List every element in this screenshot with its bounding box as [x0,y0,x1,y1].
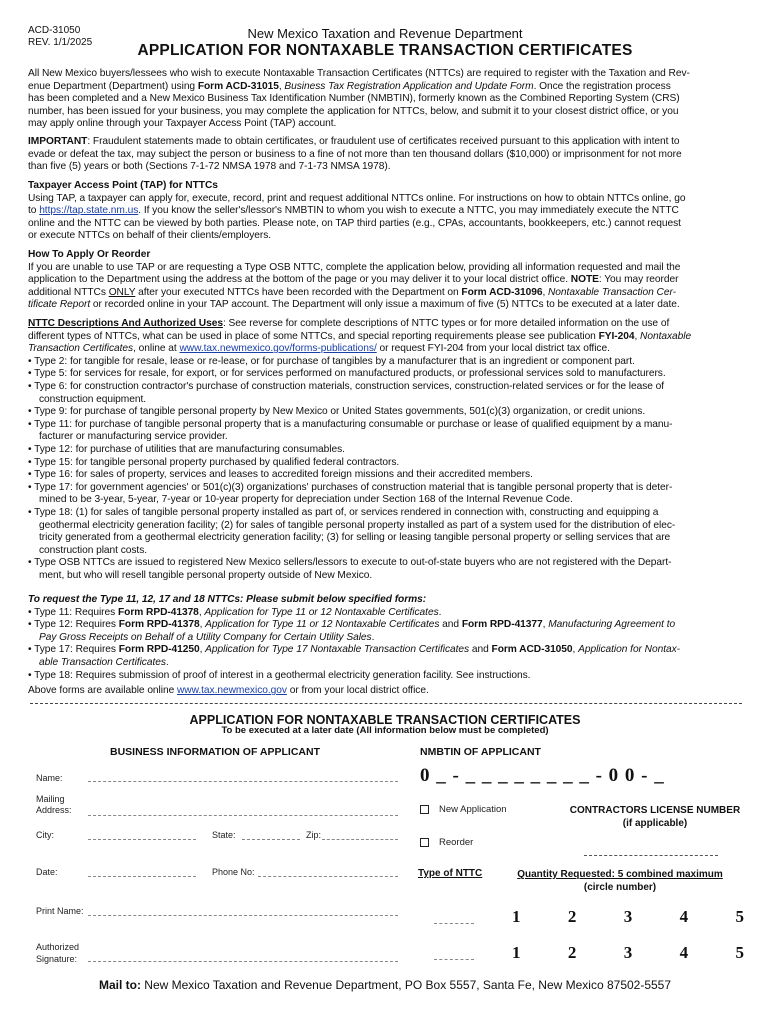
quantity-option[interactable]: 5 [735,907,744,926]
intro-line: has been completed and a New Mexico Business Tax Identification Number (NMBTIN), formerly known as the Combined Reporting System (CRS) [28,93,680,105]
quantity-option[interactable]: 2 [567,907,577,926]
tap-section: Taxpayer Access Point (TAP) for NTTCs Using TAP, a taxpayer can apply for, execute, record, print and request additional NTTCs online. For instructions on how to obtain NTTCs online, go to https://tap.state.nm.us. If you know the seller's/lessor's NMBTIN to whom you wish to execute a NTTC, you may immediately execute the NTTC online and the NTTC can be viewed by both parties. Please note, on TAP third parties (e.g., CPAs, accountants, bookkeepers, etc.) cannot request or execute NTTCs on behalf of their clients/employers. [28,180,744,243]
nttc-type-item-continued: facturer or manufacturing service provider. [39,431,228,443]
mail-to-address: New Mexico Taxation and Revenue Department, PO Box 5557, Santa Fe, New Mexico 87502-5557 [140,978,672,992]
nttc-type-item: • Type OSB NTTCs are issued to registered New Mexico sellers/lessors to execute to out-of-state buyers who are not registered with the Depart- [28,557,672,569]
important-label: IMPORTANT [28,136,88,147]
authorized-signature-label: Authorized Signature: [36,942,80,964]
contractor-license-heading: CONTRACTORS LICENSE NUMBER (if applicable) [569,805,741,829]
name-field[interactable] [88,781,398,782]
page-title: APPLICATION FOR NONTAXABLE TRANSACTION CERTIFICATES [137,42,633,59]
quantity-option[interactable]: 4 [679,943,689,962]
phone-field[interactable] [258,876,398,877]
nttc-type-item: • Type 12: for purchase of utilities that are manufacturing consumables. [28,443,345,455]
nttc-type-item-continued: construction plant costs. [39,544,148,556]
mailing-address-field[interactable] [88,815,398,816]
nmbtin-field[interactable]: 0 _ - _ _ _ _ _ _ _ _ - 0 0 - _ [420,765,665,786]
phone-label: Phone No: [212,867,255,877]
reorder-option[interactable] [420,837,473,848]
request-item: • Type 12: Requires Form RPD-41378, Application for Type 11 or 12 Nontaxable Certificates and Form RPD-41377, Manufacturing Agreement to [28,619,676,631]
quantity-option[interactable]: 3 [623,943,633,962]
request-section: To request the Type 11, 12, 17 and 18 NTTCs: Please submit below specified forms: • Type 11: Requires Form RPD-41378, Application for Type 11 or 12 Nontaxable Certificates. • Type 12: Requires Form RPD-41378, Application for Type 11 or 12 Nontaxable Certificates and Form RPD-41377, Manufacturing Agreement to Pay Gross Receipts on Behalf of a Utility Company for Certain Utility Sales. • Type 17: Requires Form RPD-41250, Application for Type 17 Nontaxable Transaction Certificates and Form ACD-31050, Application for Nontax- able Transaction Certificates. • Type 18: Requires submission of proof of interest in a geothermal electricity generation facility. See instructions. Above forms are available online www.tax.newmexico.gov or from your local district office. [28,594,744,698]
city-field[interactable] [88,839,196,840]
intro-line: All New Mexico buyers/lessees who wish to execute Nontaxable Transaction Certificates (NTTCs) are required to register with the Taxation and Rev- [28,68,690,79]
nttc-types-list [28,356,744,583]
new-application-label: New Application [439,804,507,815]
cut-line [30,703,742,704]
request-item: • Type 11: Requires Form RPD-41378, Application for Type 11 or 12 Nontaxable Certificates. [28,606,442,618]
nttc-type-item-continued: geothermal electricity generation facility; (2) for sales of tangible personal property installed as part of a system used for the distribution of elec- [39,519,676,531]
mailing-instructions [0,978,770,992]
request-heading: To request the Type 11, 12, 17 and 18 NTTCs: Please submit below specified forms: [28,594,427,605]
quantity-option[interactable]: 3 [623,907,633,926]
reorder-checkbox[interactable] [420,838,429,847]
nttc-type-item: • Type 17: for government agencies' or 501(c)(3) organizations' purchases of construction material that is tangible personal property that is deter- [28,481,673,493]
form-code: ACD-31050 [28,25,81,36]
request-item: • Type 18: Requires submission of proof of interest in a geothermal electricity generation facility. See instructions. [28,669,531,681]
business-info-heading: BUSINESS INFORMATION OF APPLICANT [110,746,320,758]
nttc-type-item-continued: ment, but who will resell tangible personal property outside of New Mexico. [39,569,373,581]
descriptions-heading: NTTC Descriptions And Authorized Uses [28,318,223,329]
quantity-option[interactable]: 1 [512,907,521,926]
reorder-label: Reorder [439,837,474,848]
nttc-type-item-continued: construction equipment. [39,393,147,405]
name-label: Name: [36,773,63,783]
quantity-option[interactable]: 5 [735,943,744,962]
nttc-type-item: • Type 18: (1) for sales of tangible personal property installed as part of, or services rendered in connection with, constructing and equipping a [28,506,659,518]
nttc-type-item: • Type 9: for purchase of tangible personal property by New Mexico or United States governments, 501(c)(3) organization, or credit unions. [28,406,646,418]
howto-heading: How To Apply Or Reorder [28,249,151,260]
forms-availability: Above forms are available online www.tax.newmexico.gov or from your local district office. [28,685,429,697]
nttc-type-item: • Type 6: for construction contractor's purchase of construction materials, construction services, construction-related services or for the lease of [28,380,665,392]
tax-site-link[interactable]: www.tax.newmexico.gov [176,685,287,697]
nttc-type-field[interactable] [434,923,474,924]
nmbtin-heading: NMBTIN OF APPLICANT [420,746,541,758]
nttc-type-item: • Type 16: for sales of property, services and leases to accredited foreign missions and their accredited members. [28,469,533,481]
city-label: City: [36,830,54,840]
nttc-type-item-continued: tricity generated from a geothermal electricity generation facility; (3) for selling or leasing tangible personal property or selling services that are [39,532,671,544]
zip-label: Zip: [306,830,322,840]
request-item: • Type 17: Requires Form RPD-41250, Application for Type 17 Nontaxable Transaction Certificates and Form ACD-31050, Application for Nontax- [28,644,681,656]
agency-name: New Mexico Taxation and Revenue Department [247,26,523,41]
date-label: Date: [36,867,58,877]
nttc-type-field[interactable] [434,959,474,960]
mailing-address-label: Mailing Address: [36,794,72,815]
zip-field[interactable] [322,839,398,840]
form-subtitle: To be executed at a later date (All information below must be completed) [221,725,549,736]
quantity-option[interactable]: 2 [567,943,577,962]
quantity-row [512,907,744,927]
form-title: APPLICATION FOR NONTAXABLE TRANSACTION CERTIFICATES [189,713,581,727]
howto-section: How To Apply Or Reorder If you are unable to use TAP or are requesting a Type OSB NTTC, complete the application below, providing all information requested and mail the application to the Department using the address at the bottom of the page or you may deliver it to your local district office. NOTE: You may reorder additional NTTCs ONLY after your executed NTTCs have been recorded with the Department on Form ACD-31096, Nontaxable Transaction Cer- tificate Report or recorded online in your TAP account. The Department will only issue a maximum of five (5) NTTCs to be executed at a later date. [28,249,744,312]
date-field[interactable] [88,876,196,877]
type-of-nttc-heading: Type of NTTC [418,868,483,879]
nttc-type-item: • Type 15: for tangible personal property purchased by qualified federal contractors. [28,456,400,468]
print-name-label: Print Name: [36,906,84,916]
signature-field[interactable] [88,961,398,962]
intro-line: may apply online through your Taxpayer Access Point (TAP) account. [28,118,337,130]
descriptions-section: NTTC Descriptions And Authorized Uses: See reverse for complete descriptions of NTTC types or for more detailed information on the use of different types of NTTCs, what can be used in place of some NTTCs, and special reporting requirements please see publication FYI-204, Nontaxable Transaction Certificates, online at www.tax.newmexico.gov/forms-publications/ or request FYI-204 from your local district tax office. • Type 2: for tangible for resale, lease or re-lease, or for purchase of tangibles by a manufacturer that is an ingredient or component part. • Type 5: for services for resale, for export, or for services performed on manufactured products, or professional services sold to manufacturers. • Type 6: for construction contractor's purchase of construction materials, construction services, construction-related services or for the lease of construction equipment. • Type 9: for purchase of tangible personal property by New Mexico or United States governments, 501(c)(3) organization, or credit unions. • Type 11: for purchase of tangible personal property that is a manufacturing consumable or purchase or lease of qualified equipment by a manu- facturer or manufacturing service provider. • Type 12: for purchase of utilities that are manufacturing consumables. • Type 15: for tangible personal property purchased by qualified federal contractors. • Type 16: for sales of property, services and leases to accredited foreign missions and their accredited members. • Type 17: for government agencies' or 501(c)(3) organizations' purchases of construction material that is tangible personal property that is deter- mined to be 3-year, 5-year, 7-year or 10-year property for depreciation under Section 168 of the Internal Revenue Code. • Type 18: (1) for sales of tangible personal property installed as part of, or services rendered in connection with, constructing and equipping a geothermal electricity generation facility; (2) for sales of tangible personal property installed as part of a system used for the distribution of elec- tricity generated from a geothermal electricity generation facility; (3) for selling or leasing tangible personal property or selling services that are construction plant costs. • Type OSB NTTCs are issued to registered New Mexico sellers/lessors to execute to out-of-state buyers who are not registered with the Depart- ment, but who will resell tangible personal property outside of New Mexico. [28,318,744,582]
print-name-field[interactable] [88,915,398,916]
quantity-option[interactable]: 4 [679,907,689,926]
contractor-license-field[interactable] [584,855,718,856]
new-application-checkbox[interactable] [420,805,429,814]
important-paragraph: IMPORTANT: Fraudulent statements made to obtain certificates, or fraudulent use of certificates received pursuant to this application with intent to evade or defeat the tax, may subject the person or business to a fine of not more than ten thousand dollars ($10,000) or imprisonment for not more than five (5) years or both (Sections 7-1-72 NMSA 1978 and 7-1-73 NMSA 1978). [28,136,682,173]
nttc-type-item: • Type 11: for purchase of tangible personal property that is a manufacturing consumable or purchase or lease of qualified equipment by a manu- [28,418,673,430]
nttc-type-item-continued: mined to be 3-year, 5-year, 7-year or 10-year property for depreciation under Section 168 of the Internal Revenue Code. [39,494,573,506]
quantity-row [512,943,744,963]
state-label: State: [212,830,236,840]
nttc-type-item: • Type 5: for services for resale, for export, or for services performed on manufactured products, or professional services sold to manufacturers. [28,368,666,380]
state-field[interactable] [242,839,300,840]
mail-to-label: Mail to: [98,978,141,992]
form-ref: Form ACD-31015 [197,80,279,92]
form-revision: REV. 1/1/2025 [28,37,93,48]
quantity-heading: Quantity Requested: 5 combined maximum (circle number) [517,869,723,893]
intro-line: enue Department (Department) using Form ACD-31015, Business Tax Registration Application and Update Form. Once the registration process [28,80,671,92]
publications-link[interactable]: www.tax.newmexico.gov/forms-publications/ [179,343,377,355]
intro-paragraph [28,68,744,131]
quantity-option[interactable]: 1 [512,943,521,962]
tap-link[interactable]: https://tap.state.nm.us [39,205,139,217]
nttc-type-item: • Type 2: for tangible for resale, lease or re-lease, or for purchase of tangibles by a manufacturer that is an ingredient or component part. [28,355,635,367]
intro-line: number, has been issued for your business, you may complete the application for NTTCs, below, and submit it to your closest district office, or you [28,105,679,117]
new-application-option[interactable] [420,804,507,815]
tap-heading: Taxpayer Access Point (TAP) for NTTCs [28,180,218,191]
